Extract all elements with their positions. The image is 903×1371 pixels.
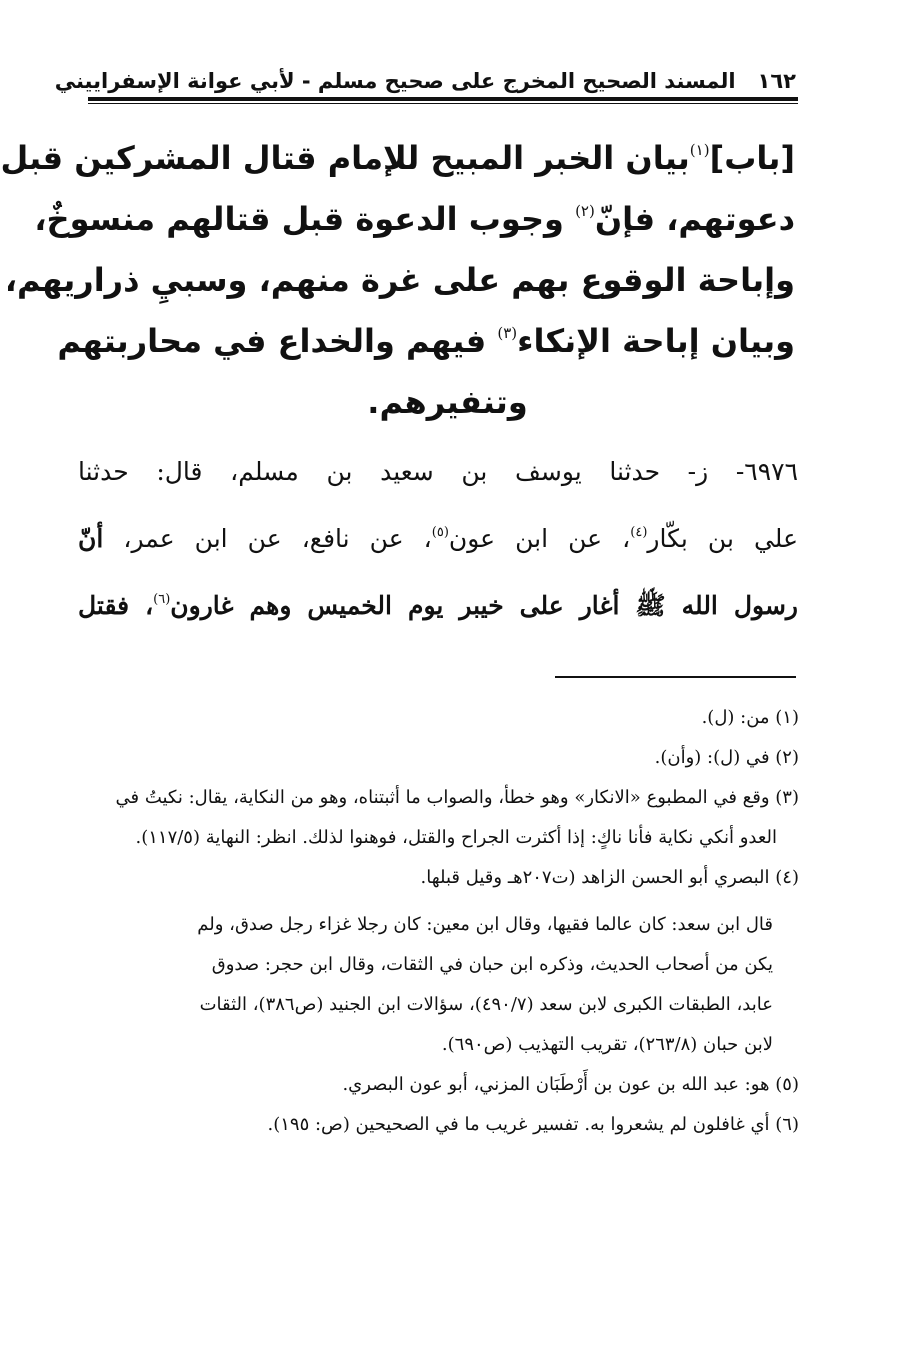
page-number: ١٦٢ — [757, 69, 796, 93]
footnote-4-line-2: قال ابن سعد: كان عالما فقيها، وقال ابن معين: كان رجلا غزاء رجل صدق، ولم — [197, 914, 773, 935]
hadith-line-3 — [78, 572, 798, 639]
hadith-matn-start: أنّ — [78, 524, 104, 553]
footnote-gap — [86, 898, 799, 905]
heading-line-3 — [4, 250, 795, 311]
footnote-marker-3: (٣) — [497, 324, 518, 342]
heading-text: وجوب الدعوة قبل قتالهم منسوخٌ، — [34, 200, 576, 238]
heading-text: [باب] — [709, 139, 795, 177]
heading-line-5 — [100, 372, 795, 433]
footnotes — [86, 698, 799, 1145]
footnote-6: (٦) أي غافلون لم يشعروا به. تفسير غريب ما في الصحيحين (ص: ١٩٥). — [267, 1114, 799, 1135]
hadith-text — [78, 438, 798, 639]
hadith-fragment: علي بن بكّار — [647, 524, 798, 553]
heading-line-1 — [0, 128, 795, 189]
footnote-marker-1: (١) — [689, 141, 710, 159]
hadith-line-2 — [78, 505, 798, 572]
footnote-marker-5: (٥) — [431, 525, 449, 540]
hadith-matn: ، فقتل — [78, 591, 154, 620]
chapter-heading — [0, 128, 795, 433]
footnote-4: (٤) البصري أبو الحسن الزاهد (ت٢٠٧هـ وقيل قبلها. — [420, 867, 799, 888]
footnote-5: (٥) هو: عبد الله بن عون بن أَرْطَبَان المزني، أبو عون البصري. — [342, 1074, 799, 1095]
hadith-fragment: ، عن نافع، عن ابن عمر، — [103, 524, 432, 553]
heading-line-2 — [34, 189, 795, 250]
heading-text: بيان الخبر المبيح للإمام قتال المشركين قبل — [0, 139, 690, 177]
footnote-1: (١) من: (ل). — [701, 707, 799, 728]
footnote-marker-2: (٢) — [575, 202, 595, 220]
heading-text: وإباحة الوقوع بهم على غرة منهم، وسبيِ ذراريهم، — [4, 261, 795, 299]
hadith-fragment: ، عن ابن عون — [448, 524, 631, 553]
hadith-matn: رسول الله ﷺ أغار على خيبر يوم الخميس وهم غارون — [170, 591, 798, 620]
footnote-marker-6: (٦) — [153, 592, 171, 607]
header-rule-thin — [88, 103, 798, 104]
heading-text: فيهم والخداع في محاربتهم — [57, 322, 498, 360]
footnote-4-line-5: لابن حبان (٢٦٣/٨)، تقريب التهذيب (ص٦٩٠). — [441, 1034, 773, 1055]
header-rule — [88, 97, 798, 101]
footnote-separator — [555, 676, 796, 678]
footnote-4-line-3: يكن من أصحاب الحديث، وذكره ابن حبان في الثقات، وقال ابن حجر: صدوق — [211, 954, 773, 975]
footnote-3: (٣) وقع في المطبوع «الانكار» وهو خطأ، والصواب ما أثبتناه، وهو من النكاية، يقال: نكيتُ في — [115, 787, 799, 808]
heading-text: دعوتهم، فإنّ — [594, 200, 795, 238]
heading-line-4 — [57, 311, 795, 372]
book-title: المسند الصحيح المخرج على صحيح مسلم - لأبي عوانة الإسفراييني — [54, 69, 736, 93]
running-header — [54, 62, 796, 96]
hadith-line-1: ٦٩٧٦- ز- حدثنا يوسف بن سعيد بن مسلم، قال: حدثنا — [78, 457, 799, 486]
footnote-4-line-4: عابد، الطبقات الكبرى لابن سعد (٤٩٠/٧)، سؤالات ابن الجنيد (ص٣٨٦)، الثقات — [199, 994, 773, 1015]
heading-text: وتنفيرهم. — [367, 383, 528, 421]
footnote-marker-4: (٤) — [630, 525, 648, 540]
footnote-2: (٢) في (ل): (وأن). — [654, 747, 799, 768]
heading-text: وبيان إباحة الإنكاء — [517, 322, 795, 360]
footnote-3-continued: العدو أنكي نكاية فأنا ناكٍ: إذا أكثرت الجراح والقتل، فوهنوا لذلك. انظر: النهاية (١١٧/٥). — [135, 827, 777, 848]
